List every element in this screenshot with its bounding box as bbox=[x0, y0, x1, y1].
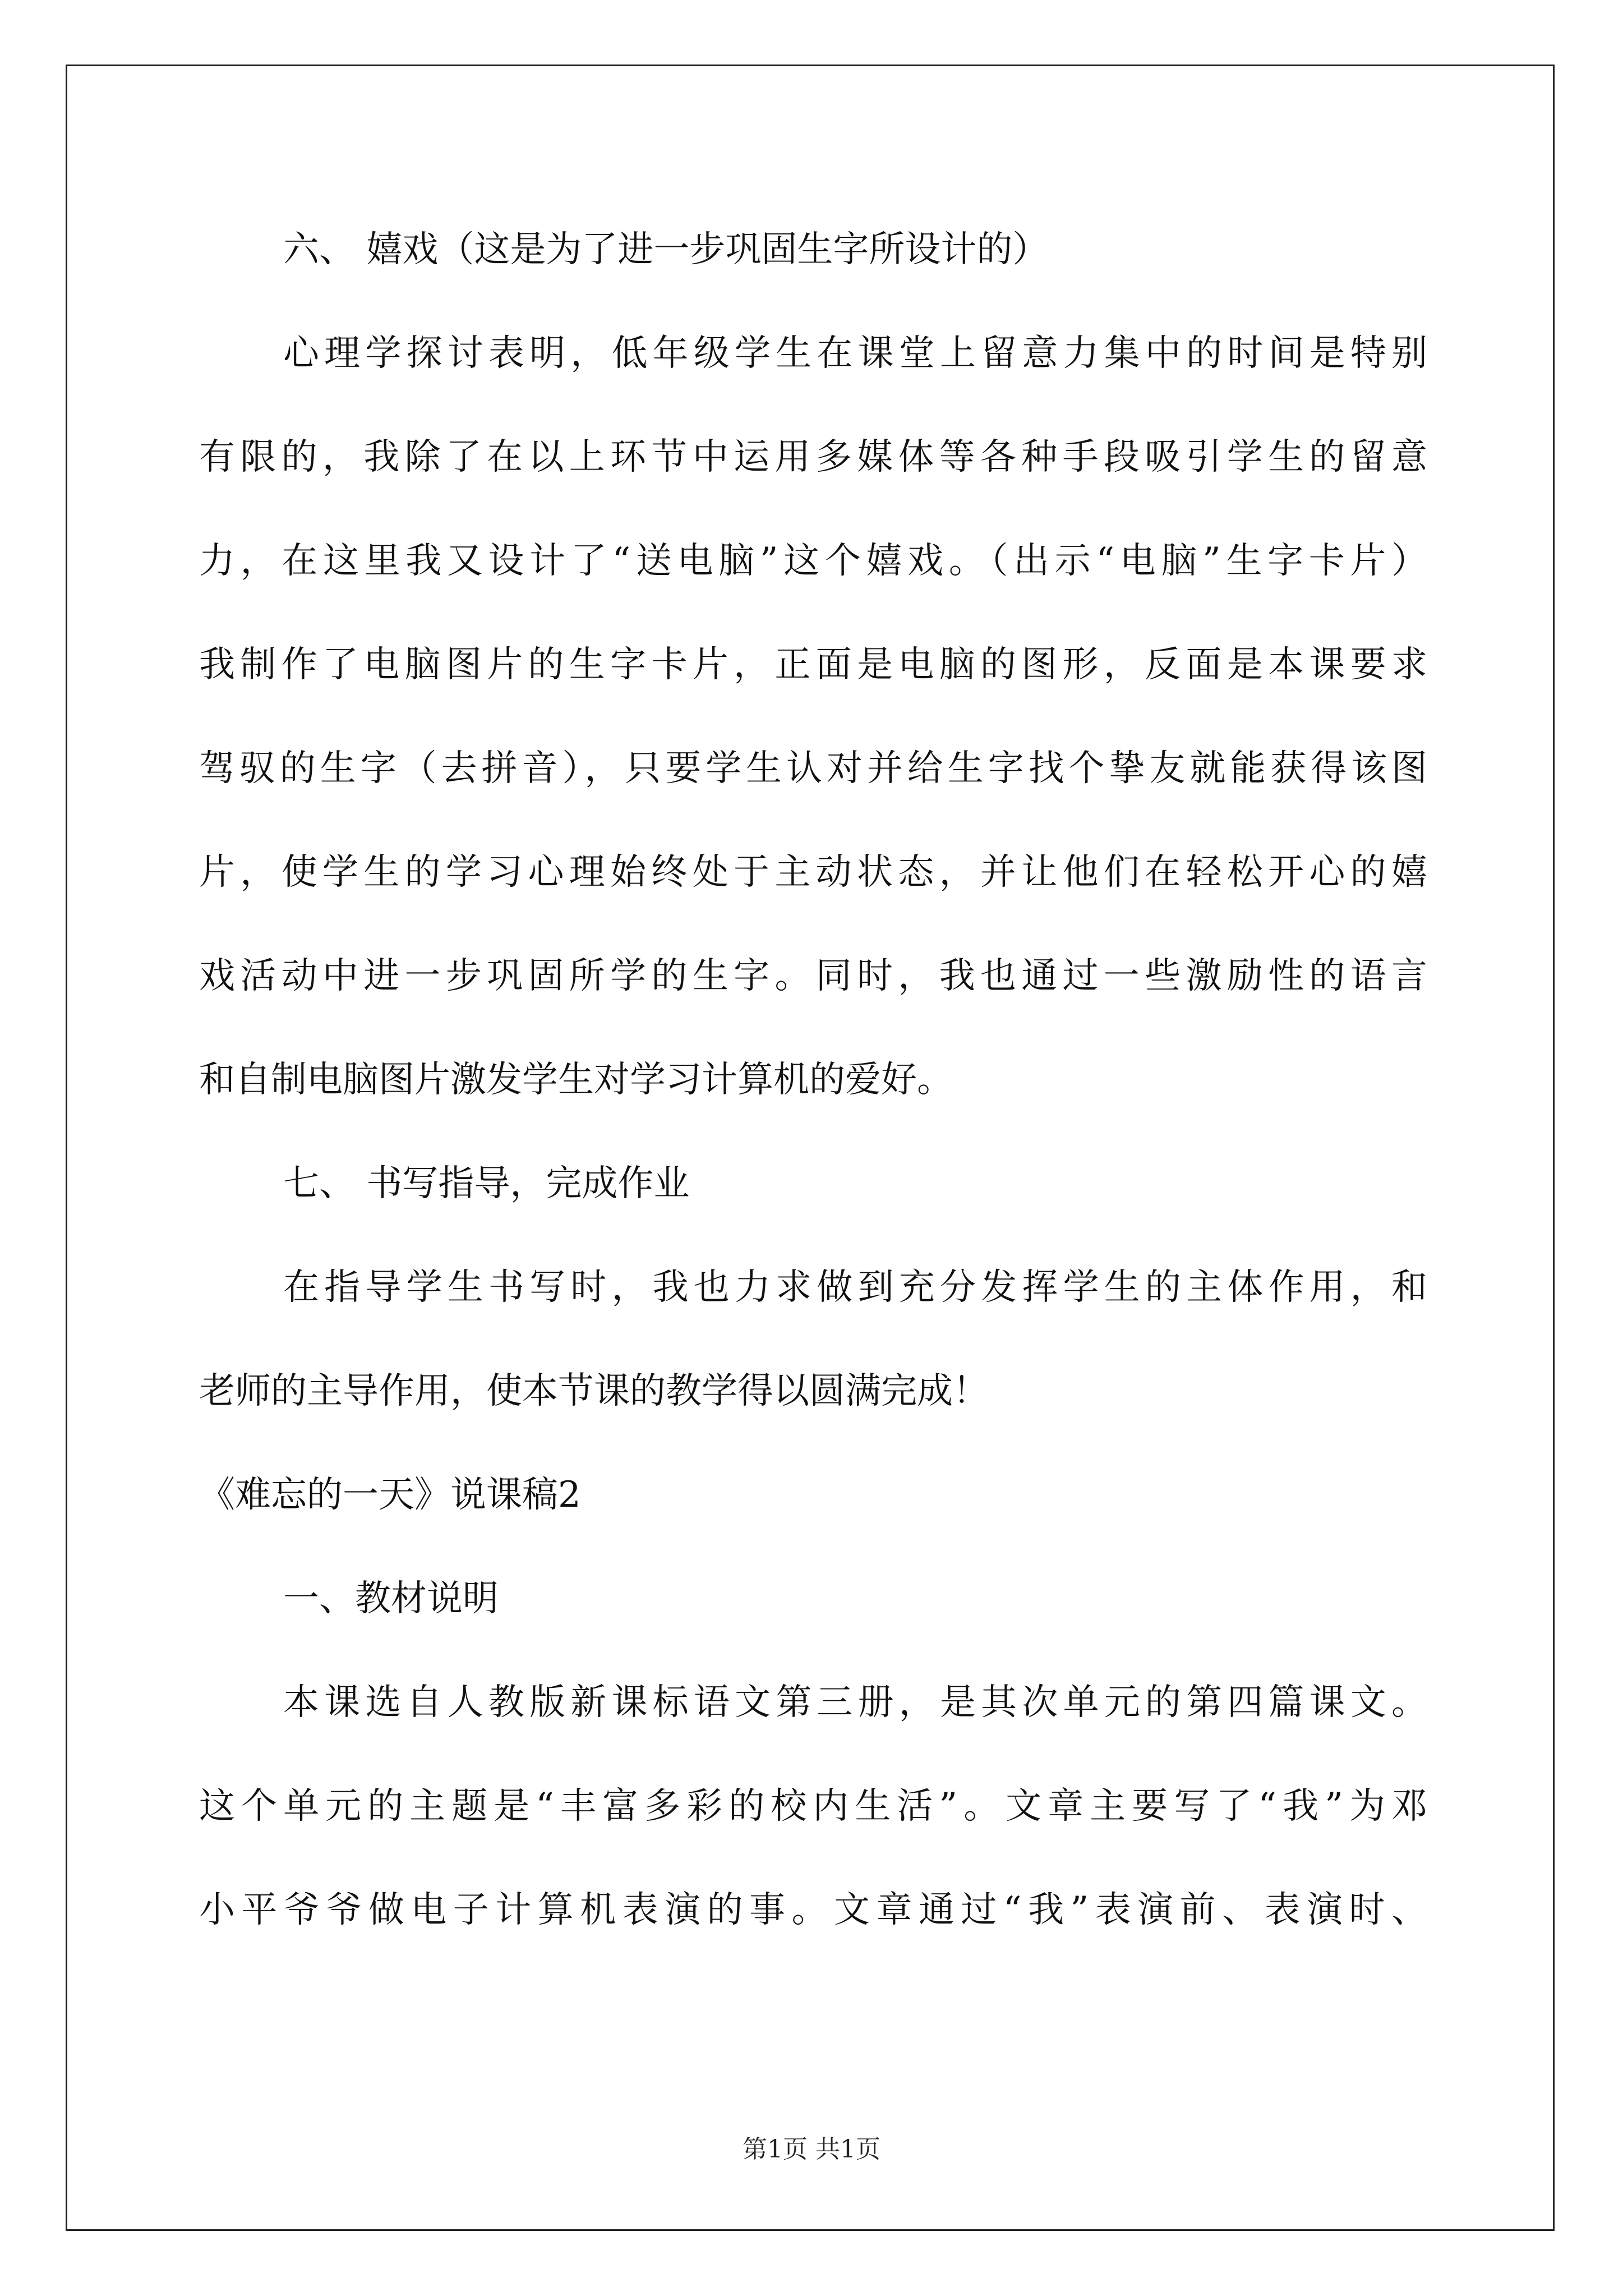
section-heading-seven: 七、 书写指导，完成作业 bbox=[283, 1163, 690, 1204]
paragraph-line: 有限的，我除了在以上环节中运用多媒体等各种手段吸引学生的留意 bbox=[199, 436, 1427, 478]
paragraph-line: 力，在这里我又设计了“送电脑”这个嬉戏。（出示“电脑”生字卡片） bbox=[199, 540, 1427, 582]
document-title: 《难忘的一天》说课稿2 bbox=[199, 1474, 581, 1516]
paragraph-line: 小平爷爷做电子计算机表演的事。文章通过“我”表演前、表演时、 bbox=[199, 1889, 1427, 1931]
paragraph-line: 在指导学生书写时，我也力求做到充分发挥学生的主体作用，和 bbox=[283, 1267, 1427, 1308]
section-heading-six: 六、 嬉戏（这是为了进一步巩固生字所设计的） bbox=[283, 229, 1049, 270]
paragraph-line: 我制作了电脑图片的生字卡片，正面是电脑的图形，反面是本课要求 bbox=[199, 644, 1427, 685]
section-heading-one: 一、教材说明 bbox=[283, 1578, 499, 1619]
paragraph-line: 本课选自人教版新课标语文第三册，是其次单元的第四篇课文。 bbox=[283, 1682, 1427, 1723]
paragraph-line: 这个单元的主题是“丰富多彩的校内生活”。文章主要写了“我”为邓 bbox=[199, 1786, 1427, 1827]
page-footer: 第1页 共1页 bbox=[743, 2135, 880, 2164]
paragraph-line: 戏活动中进一步巩固所学的生字。同时，我也通过一些激励性的语言 bbox=[199, 955, 1427, 997]
paragraph-line: 老师的主导作用，使本节课的教学得以圆满完成！ bbox=[199, 1370, 989, 1412]
paragraph-line: 心理学探讨表明，低年级学生在课堂上留意力集中的时间是特别 bbox=[283, 333, 1427, 374]
paragraph-line: 片，使学生的学习心理始终处于主动状态，并让他们在轻松开心的嬉 bbox=[199, 852, 1427, 893]
paragraph-line: 和自制电脑图片激发学生对学习计算机的爱好。 bbox=[199, 1059, 953, 1101]
paragraph-line: 驾驭的生字（去拼音），只要学生认对并给生字找个挚友就能获得该图 bbox=[199, 748, 1427, 789]
